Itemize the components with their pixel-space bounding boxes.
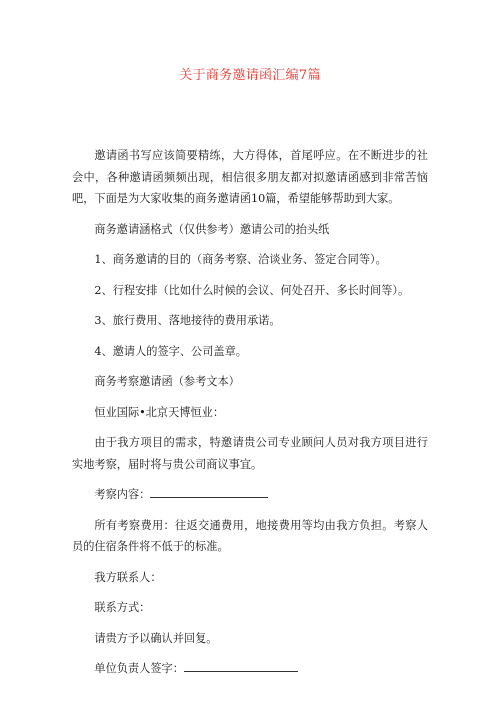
sample-heading: 商务考察邀请函（参考文本）: [94, 375, 240, 388]
reply-request-line: 请贵方予以确认并回复。: [94, 631, 218, 645]
contact-method-line: 联系方式：: [94, 601, 151, 614]
addressee-line: 恒业国际•北京天博恒业：: [94, 405, 225, 419]
expenses-paragraph: 所有考察费用：往返交通费用，地接费用等均由我方负担。考察人员的住宿条件将不低于的标准。: [72, 518, 428, 553]
signature-label: 单位负责人签字：: [94, 662, 184, 675]
list-item-schedule: 2、行程安排（比如什么时候的会议、何处召开、多长时间等）。: [94, 283, 410, 297]
format-heading: 商务邀请涵格式（仅供参考）邀请公司的抬头纸: [94, 222, 330, 236]
intro-paragraph: 邀请函书写应该简要精练，大方得体，首尾呼应。在不断进步的社会中，各种邀请函频频出现，相信很多朋友都对拟邀请函感到非常苦恼吧，下面是为大家收集的商务邀请函10篇，希望能够帮助到大家。: [72, 149, 428, 205]
list-item-expenses: 3、旅行费用、落地接待的费用承诺。: [94, 314, 281, 327]
document-body: [72, 145, 428, 689]
signature-row: [72, 658, 428, 680]
signature-blank: [184, 659, 298, 672]
inspection-content-blank: [150, 485, 268, 498]
inspection-content-row: [72, 484, 428, 506]
list-item-signature: 4、邀请人的签字、公司盖章。: [94, 344, 247, 358]
purpose-paragraph: 由于我方项目的需求，特邀请贵公司专业顾问人员对我方项目进行实地考察，届时将与贵公司商议事宜。: [72, 436, 428, 471]
contact-person-line: 我方联系人：: [94, 570, 162, 584]
inspection-content-label: 考察内容：: [94, 488, 151, 501]
list-item-purpose: 1、商务邀请的目的（商务考察、洽谈业务、签定合同等）。: [94, 253, 387, 266]
document-title: 关于商务邀请函汇编7篇: [179, 68, 321, 83]
